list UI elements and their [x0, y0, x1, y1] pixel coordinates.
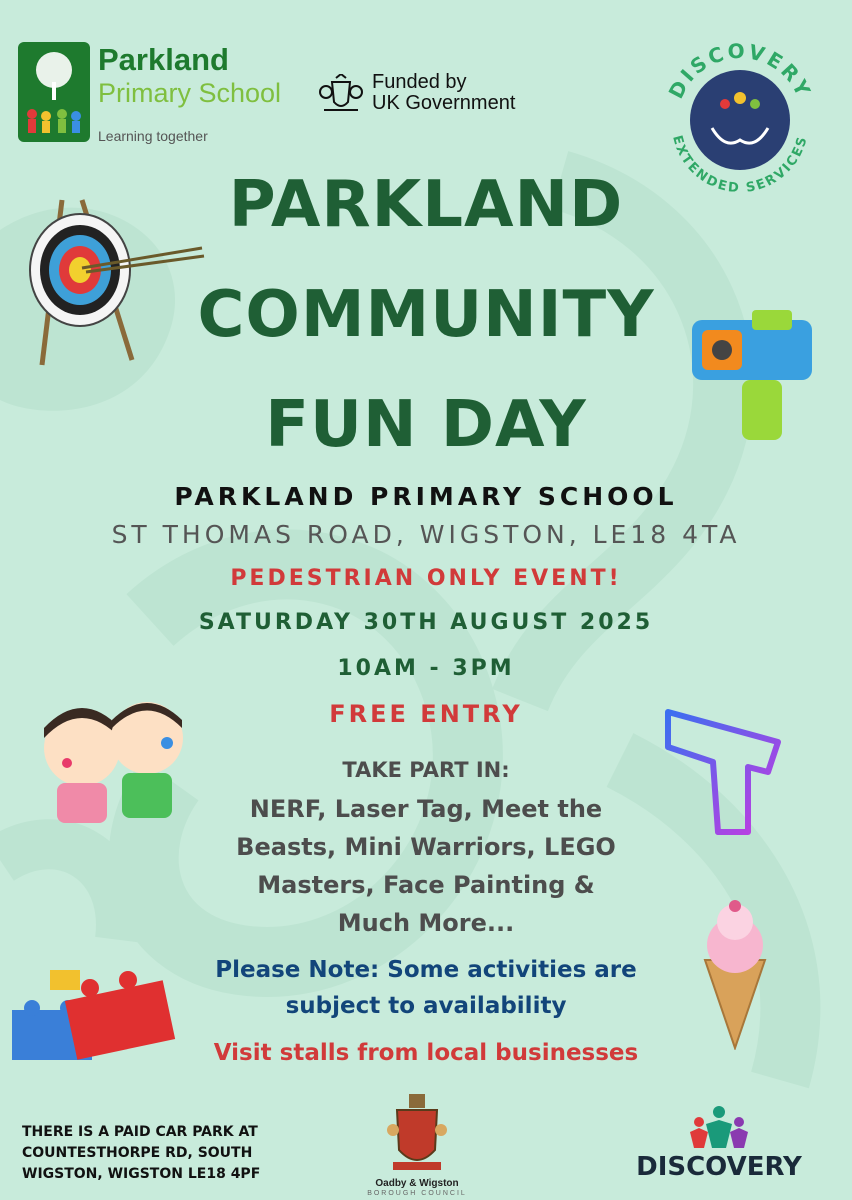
discovery-badge-top-text: DISCOVERY: [663, 38, 817, 103]
council-name: Oadby & Wigston: [375, 1178, 459, 1189]
car-park-line: WIGSTON, WIGSTON LE18 4PF: [22, 1166, 261, 1182]
discovery-badge-bottom-text: EXTENDED SERVICES: [669, 133, 811, 197]
local-stalls-notice: Visit stalls from local businesses: [213, 1040, 639, 1066]
parkland-school-logo: [18, 40, 282, 150]
event-title-line-2: COMMUNITY: [197, 278, 655, 352]
free-entry-label: FREE ENTRY: [329, 700, 523, 728]
note-line: Please Note: Some activities are: [215, 957, 637, 983]
car-park-line: COUNTESTHORPE RD, SOUTH: [22, 1145, 253, 1161]
venue-school-name: PARKLAND PRIMARY SCHOOL: [174, 482, 678, 511]
venue-address: ST THOMAS ROAD, WIGSTON, LE18 4TA: [111, 520, 741, 549]
event-title-line-1: PARKLAND: [228, 168, 624, 242]
tree-children-icon: [18, 42, 90, 142]
car-park-line: THERE IS A PAID CAR PARK AT: [22, 1124, 258, 1140]
school-logo-subname: Primary School: [98, 78, 282, 108]
pedestrian-notice: PEDESTRIAN ONLY EVENT!: [230, 566, 622, 591]
discovery-logo: [624, 1104, 814, 1184]
funded-by-line: Funded by: [372, 71, 467, 93]
activities-line: NERF, Laser Tag, Meet the: [249, 795, 603, 823]
uk-government-line: UK Government: [372, 92, 516, 114]
people-figures-icon: [684, 1104, 754, 1150]
ice-cream-cone-icon: [690, 900, 780, 1050]
activities-list: [200, 790, 652, 942]
note-line: subject to availability: [285, 993, 567, 1019]
royal-crest-icon: [318, 74, 364, 114]
activities-line: Much More...: [337, 909, 515, 937]
discovery-wordmark: DISCOVERY: [636, 1152, 802, 1182]
availability-note: [150, 952, 702, 1024]
oadby-wigston-council-logo: [352, 1090, 482, 1200]
event-time: 10AM - 3PM: [337, 656, 515, 681]
activities-line: Beasts, Mini Warriors, LEGO: [236, 833, 616, 861]
coat-of-arms-icon: [387, 1090, 447, 1176]
school-logo-name: Parkland: [98, 42, 229, 77]
event-title-line-3: FUN DAY: [265, 388, 587, 462]
activities-line: Masters, Face Painting &: [257, 871, 595, 899]
activities-heading: TAKE PART IN:: [342, 758, 510, 782]
school-logo-tagline: Learning together: [98, 128, 208, 144]
council-subtitle: BOROUGH COUNCIL: [367, 1190, 467, 1197]
uk-government-funding-logo: [318, 72, 558, 118]
event-date: SATURDAY 30TH AUGUST 2025: [198, 610, 654, 635]
car-park-info: [22, 1122, 282, 1185]
